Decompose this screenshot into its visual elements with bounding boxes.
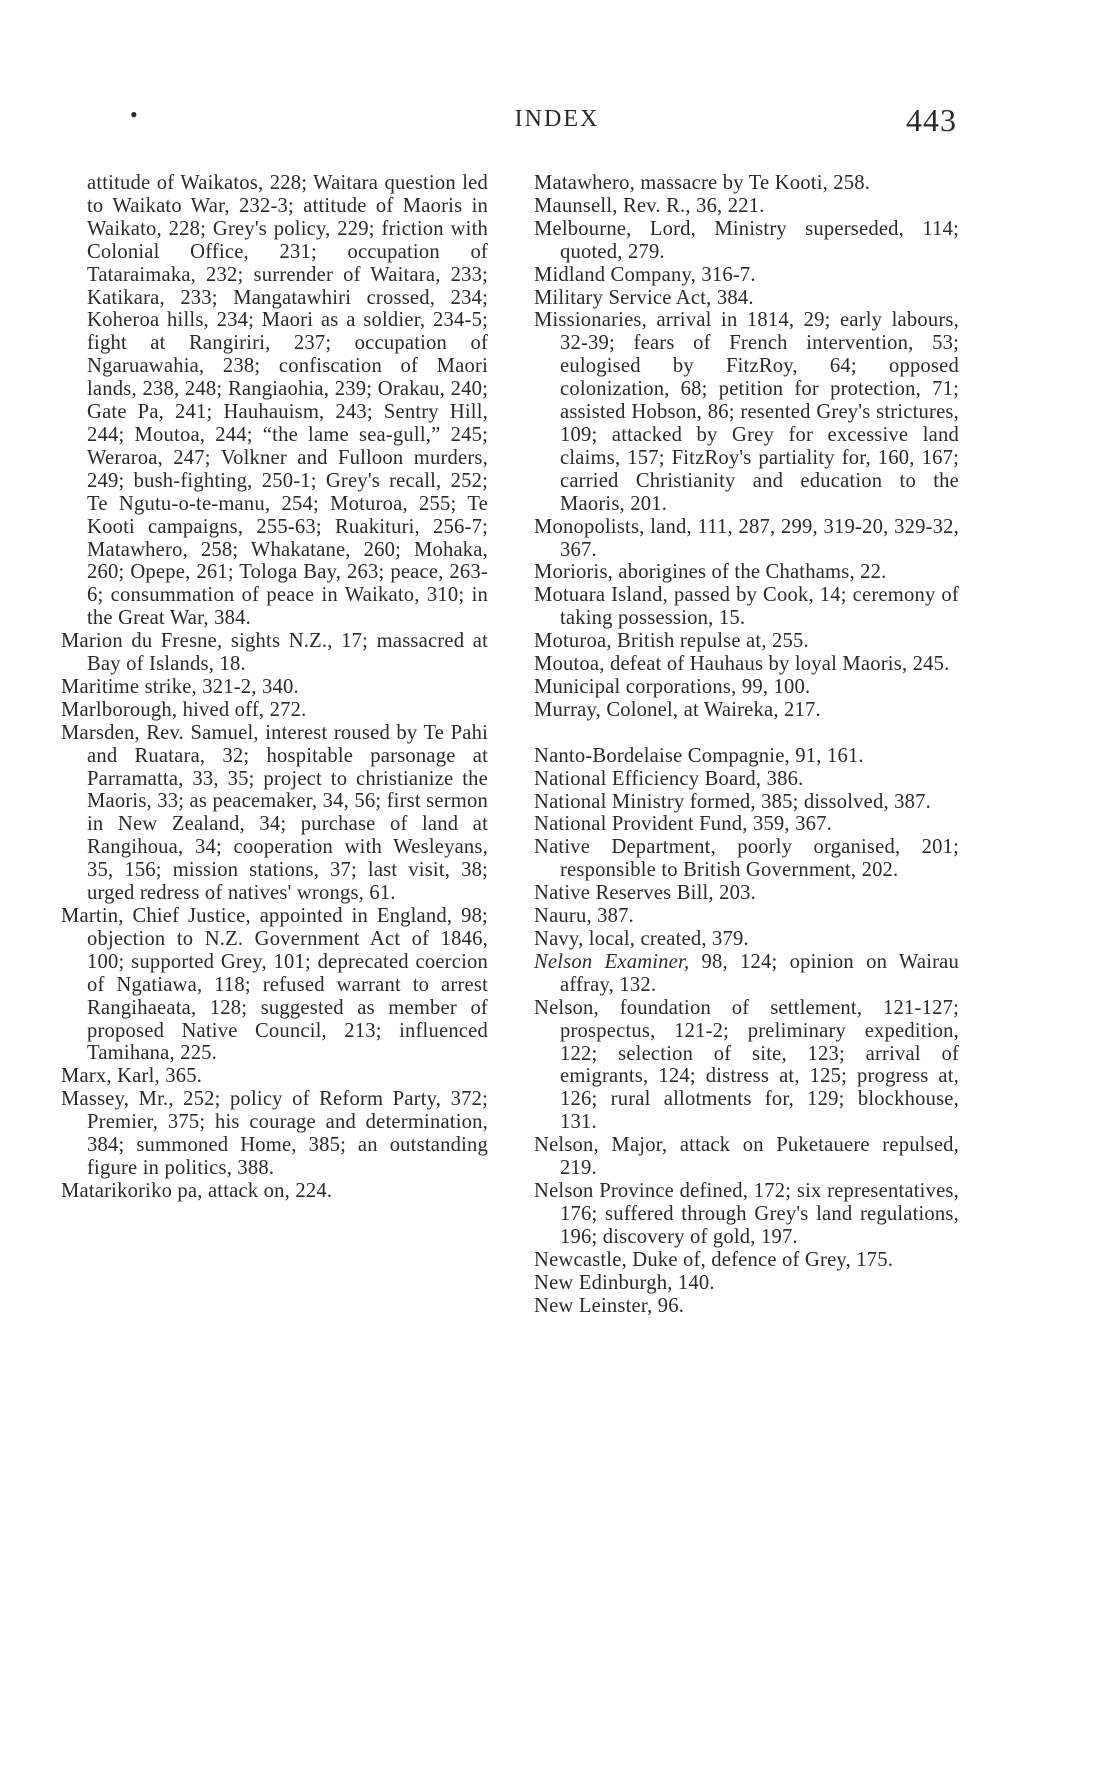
header-mark: •: [130, 102, 138, 127]
page-header: [0, 100, 1114, 140]
entry-head: Native Department,: [534, 836, 716, 859]
entry-head: Marlborough,: [61, 698, 178, 721]
entry-text: British repulse at, 255.: [611, 630, 809, 653]
index-entry: [61, 676, 488, 699]
entry-text: foundation of settlement, 121-127; prospectus, 121-2; preliminary expedition, 122; selection of site, 123; arrival of emigrants, 124; distress at, 125; progress at, 126; rural allotments for, 129; blockhouse, 131.: [560, 996, 959, 1134]
entry-text: 316-7.: [696, 263, 756, 286]
index-entry: [534, 653, 959, 676]
entry-head: Native Reserves Bill,: [534, 882, 714, 905]
index-entry: [534, 561, 959, 584]
entry-italic-head: Nelson Examiner,: [534, 950, 690, 973]
index-entry: [534, 1134, 959, 1180]
entry-head: Nelson,: [534, 996, 599, 1019]
entry-head: Matawhero,: [534, 172, 635, 194]
entry-head: Municipal corporations,: [534, 675, 737, 698]
index-entry: [534, 836, 959, 882]
index-entry-italic-title: [534, 951, 959, 997]
index-entry: [534, 676, 959, 699]
index-entry: [534, 813, 959, 836]
entry-head: Midland Company,: [534, 263, 697, 286]
index-entry: [534, 1295, 959, 1318]
entry-text: 252; policy of Reform Party, 372; Premier, 375; his courage and determination, 384; summoned Home, 385; an outstanding figure in politics, 388.: [87, 1088, 488, 1179]
entry-head: Marx, Karl,: [61, 1065, 160, 1088]
index-entry: [534, 699, 959, 722]
index-entry: [61, 699, 488, 722]
index-entry: [534, 1180, 959, 1249]
page-title: INDEX: [514, 106, 600, 132]
entry-head: Massey, Mr.,: [61, 1088, 174, 1111]
entry-head: National Efficiency Board,: [534, 767, 762, 790]
entry-text: defeat of Hauhaus by loyal Maoris, 245.: [604, 653, 950, 676]
entry-text: attack on Puketauere repulsed, 219.: [560, 1134, 960, 1180]
entry-head: Morioris,: [534, 561, 614, 584]
entry-text: 91, 161.: [789, 744, 864, 767]
entry-head: Matarikoriko pa,: [61, 1179, 203, 1202]
right-column: [534, 172, 959, 1317]
index-entry: [534, 1249, 959, 1272]
index-entry: [534, 905, 959, 928]
entry-text: 96.: [652, 1294, 685, 1317]
entry-text: attitude of Waikatos, 228; Waitara question led to Waikato War, 232-3; attitude of Maoris in Waikato, 228; Grey's policy, 229; friction with Colonial Office, 231; occupation of Tataraimaka, 232; surrender of Waitara, 233; Katikara, 233; Mangatawhiri crossed, 234; Koheroa hills, 234; Maori as a soldier, 234-5; fight at Rangiriri, 237; occupation of Ngaruawahia, 238; confiscation of Maori lands, 238, 248; Rangiaohia, 239; Orakau, 240; Gate Pa, 241; Hauhauism, 243; Sentry Hill, 244; Moutoa, 244; “the lame sea-gull,” 245; Weraroa, 247; Volkner and Fulloon murders, 249; bush-fighting, 250-1; Grey's recall, 252; Te Ngutu-o-te-manu, 254; Moturoa, 255; Te Kooti campaigns, 255-63; Ruakituri, 256-7; Matawhero, 258; Whakatane, 260; Mohaka, 260; Opepe, 261; Tologa Bay, 263; peace, 263-6; consummation of peace in Waikato, 310; in the Great War, 384.: [87, 172, 488, 630]
entry-head: Motuara Island,: [534, 584, 669, 607]
entry-text: 140.: [672, 1271, 715, 1294]
index-entry: [61, 1088, 488, 1180]
entry-text: 36, 221.: [690, 194, 765, 217]
index-entry: [534, 195, 959, 218]
entry-text: sights N.Z., 17; massacred at Bay of Islands, 18.: [87, 630, 489, 676]
index-entry: [534, 928, 959, 951]
entry-text: local, created, 379.: [583, 928, 749, 950]
entry-head: Nelson Province: [534, 1179, 674, 1202]
entry-text: 98, 124; opinion on Wairau affray, 132.: [560, 950, 960, 996]
entry-head: New Edinburgh,: [534, 1271, 673, 1294]
index-entry: [534, 997, 959, 1134]
entry-head: Missionaries,: [534, 309, 647, 332]
entry-text: at Waireka, 217.: [678, 698, 821, 721]
entry-text: 203.: [713, 882, 756, 905]
entry-head: National Provident Fund,: [534, 813, 748, 836]
entry-text: interest roused by Te Pahi and Ruatara, 32; hospitable parsonage at Parramatta, 33, 35; project to christianize the Maoris, 33; as peacemaker, 34, 56; first sermon in New Zealand, 34; purchase of land at Rangihoua, 34; cooperation with Wesleyans, 35, 156; mission stations, 37; last visit, 38; urged redress of natives' wrongs, 61.: [87, 721, 488, 905]
entry-text: 365.: [159, 1065, 203, 1088]
index-entry: [534, 791, 959, 814]
entry-head: Murray, Colonel,: [534, 698, 679, 721]
entry-text: land, 111, 287, 299, 319-20, 329-32, 367.: [560, 515, 959, 561]
index-entry: [534, 264, 959, 287]
index-entry: [534, 584, 959, 630]
entry-text: 386.: [761, 767, 804, 790]
entry-text: passed by Cook, 14; ceremony of taking possession, 15.: [560, 584, 959, 630]
entry-text: 387.: [591, 905, 635, 928]
entry-head: Nauru,: [534, 905, 592, 928]
index-entry: [61, 1065, 488, 1088]
entry-head: Maritime strike,: [61, 675, 197, 698]
entry-head: Nelson, Major,: [534, 1134, 668, 1157]
index-entry: [534, 287, 959, 310]
index-entry: [534, 768, 959, 791]
index-entry: [61, 905, 488, 1065]
index-entry: [534, 630, 959, 653]
index-entry: [534, 745, 959, 768]
entry-text: aborigines of the Chathams, 22.: [613, 561, 887, 584]
entry-text: hived off, 272.: [177, 698, 307, 721]
entry-text: massacre by Te Kooti, 258.: [634, 172, 871, 194]
entry-text: defined, 172; six representatives, 176; suffered through Grey's land regulations, 196; discovery of gold, 197.: [560, 1179, 959, 1248]
entry-head: Marion du Fresne,: [61, 630, 223, 653]
entry-head: Navy,: [534, 928, 584, 950]
entry-text: poorly organised, 201; responsible to British Government, 202.: [560, 836, 960, 882]
entry-head: Moturoa,: [534, 630, 612, 653]
entry-head: Marsden, Rev. Samuel,: [61, 721, 259, 744]
entry-text: 359, 367.: [747, 813, 832, 836]
letter-section-gap: [534, 722, 959, 745]
entry-head: New Leinster,: [534, 1294, 653, 1317]
entry-text: arrival in 1814, 29; early labours, 32-39; fears of French intervention, 53; eulogised by FitzRoy, 64; opposed colonization, 68; petition for protection, 71; assisted Hobson, 86; resented Grey's strictures, 109; attacked by Grey for excessive land claims, 157; FitzRoy's partiality for, 160, 167; carried Christianity and education to the Maoris, 201.: [560, 309, 959, 515]
entry-text: defence of Grey, 175.: [705, 1248, 894, 1271]
entry-text: attack on, 224.: [202, 1179, 333, 1202]
index-entry-continuation: [61, 172, 488, 630]
entry-head: Nanto-Bordelaise Compagnie,: [534, 744, 790, 767]
page-number: 443: [906, 102, 957, 138]
entry-text: 99, 100.: [736, 675, 811, 698]
index-entry: [534, 218, 959, 264]
entry-text: Ministry superseded, 114; quoted, 279.: [560, 217, 959, 263]
entry-head: Newcastle, Duke of,: [534, 1248, 706, 1271]
left-column: [61, 172, 488, 1203]
entry-head: Melbourne, Lord,: [534, 217, 697, 240]
index-entry: [61, 1180, 488, 1203]
entry-text: appointed in England, 98; objection to N.Z. Government Act of 1846, 100; supported Grey, 101; deprecated coercion of Ngatiawa, 118; refused warrant to arrest Rangihaeata, 128; suggested as member of proposed Native Council, 213; influenced Tamihana, 225.: [87, 905, 488, 1065]
index-entry: [61, 722, 488, 905]
entry-head: Martin, Chief Justice,: [61, 905, 251, 927]
entry-text: formed, 385; dissolved, 387.: [684, 790, 932, 813]
entry-text: 321-2, 340.: [196, 675, 299, 698]
entry-head: Moutoa,: [534, 653, 605, 676]
index-entry: [534, 882, 959, 905]
index-entry: [534, 516, 959, 562]
entry-head: Maunsell, Rev. R.,: [534, 194, 691, 217]
entry-text: 384.: [711, 286, 754, 309]
entry-head: Military Service Act,: [534, 286, 712, 309]
entry-head: National Ministry: [534, 790, 685, 813]
entry-head: Monopolists,: [534, 515, 645, 538]
index-entry: [61, 630, 488, 676]
index-entry: [534, 309, 959, 515]
index-entry: [534, 172, 959, 195]
index-entry: [534, 1272, 959, 1295]
